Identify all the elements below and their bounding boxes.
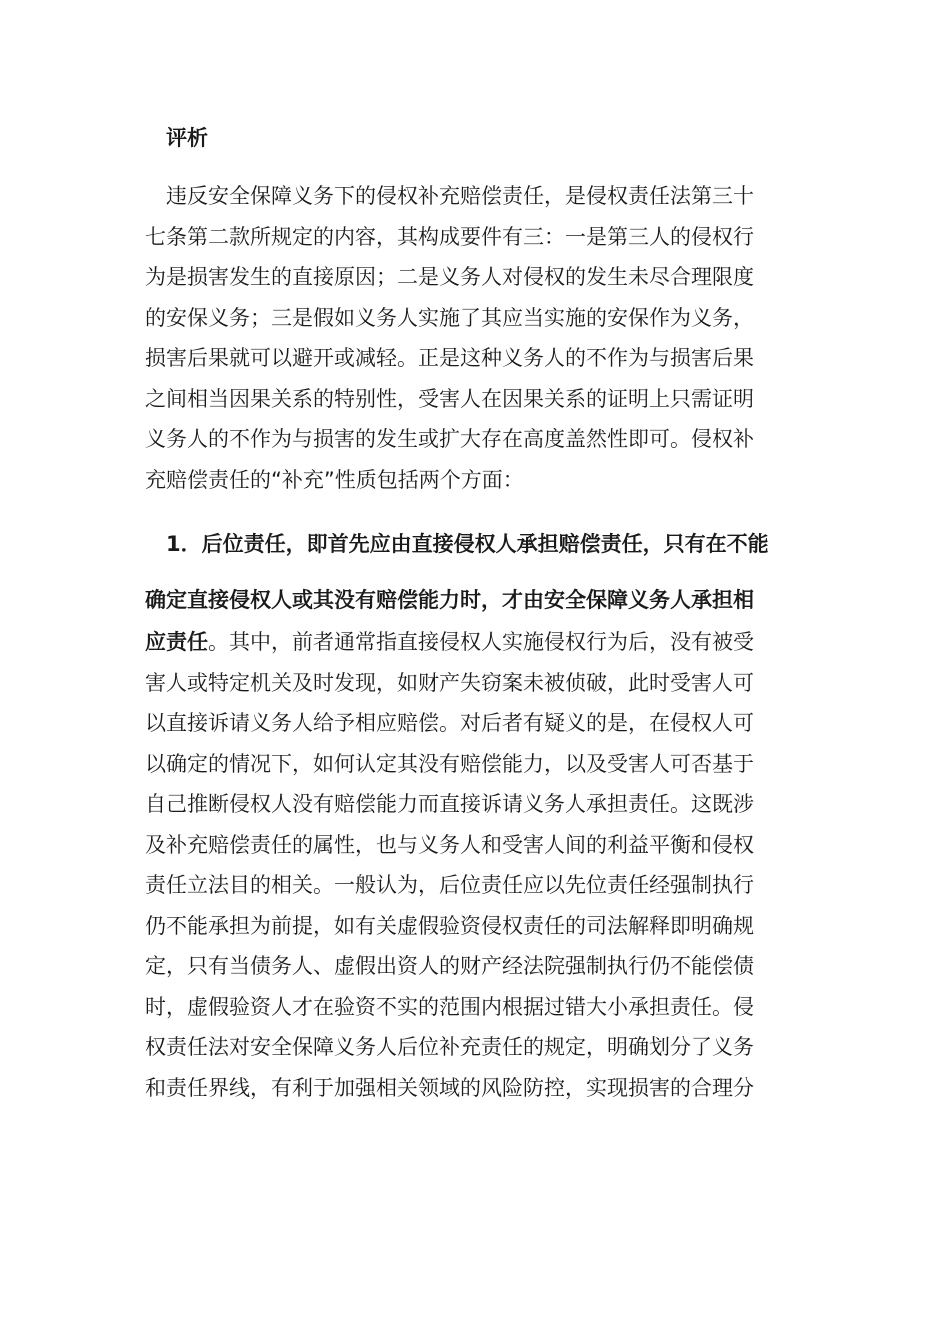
item-1-text-fragment: 。其中，前者通常指直接侵权人实施侵权行为后，没有被受 [208, 630, 754, 654]
text-line: 七条第二款所规定的内容，其构成要件有三：一是第三人的侵权行 [145, 224, 754, 249]
text-line: 的安保义务；三是假如义务人实施了其应当实施的安保作为义务， [145, 305, 754, 330]
text-line: 权责任法对安全保障义务人后位补充责任的规定，明确划分了义务 [145, 1035, 754, 1059]
text-line: 自己推断侵权人没有赔偿能力而直接诉请义务人承担责任。这既涉 [145, 792, 754, 816]
item-1-bold-line: 1．后位责任，即首先应由直接侵权人承担赔偿责任，只有在不能 [166, 532, 769, 556]
text-line: 及补充赔偿责任的属性，也与义务人和受害人间的利益平衡和侵权 [145, 832, 754, 857]
text-line: 以确定的情况下，如何认定其没有赔偿能力，以及受害人可否基于 [145, 751, 754, 776]
item-1-bold-line: 确定直接侵权人或其没有赔偿能力时，才由安全保障义务人承担相 [145, 588, 754, 612]
text-line: 害人或特定机关及时发现，如财产失窃案未被侦破，此时受害人可 [145, 670, 754, 695]
text-line: 违反安全保障义务下的侵权补充赔偿责任，是侵权责任法第三十 [166, 184, 754, 208]
text-line: 为是损害发生的直接原因；二是义务人对侵权的发生未尽合理限度 [145, 265, 754, 289]
item-1-mixed-line [145, 622, 810, 663]
paragraph-analysis [145, 176, 810, 500]
item-1-bold-fragment: 应责任 [145, 630, 208, 654]
text-line: 义务人的不作为与损害的发生或扩大存在高度盖然性即可。侵权补 [145, 427, 754, 451]
text-line: 定，只有当债务人、虚假出资人的财产经法院强制执行仍不能偿债 [145, 954, 754, 978]
text-line: 损害后果就可以避开或减轻。正是这种义务人的不作为与损害后果 [145, 346, 754, 370]
text-line: 充赔偿责任的“补充”性质包括两个方面： [145, 467, 524, 492]
text-line: 仍不能承担为前提，如有关虚假验资侵权责任的司法解释即明确规 [145, 913, 754, 938]
item-1-body [145, 663, 810, 1109]
text-line: 之间相当因果关系的特别性，受害人在因果关系的证明上只需证明 [145, 386, 754, 411]
section-heading: 评析 [166, 126, 208, 150]
text-line: 时，虚假验资人才在验资不实的范围内根据过错大小承担责任。侵 [145, 994, 754, 1019]
item-1-section [145, 522, 810, 1108]
text-line: 责任立法目的相关。一般认为，后位责任应以先位责任经强制执行 [145, 873, 754, 897]
text-line: 以直接诉请义务人给予相应赔偿。对后者有疑义的是，在侵权人可 [145, 711, 754, 735]
text-line: 和责任界线，有利于加强相关领域的风险防控，实现损害的合理分 [145, 1075, 754, 1100]
paragraph-gap [145, 500, 810, 522]
document-page [145, 118, 810, 1108]
